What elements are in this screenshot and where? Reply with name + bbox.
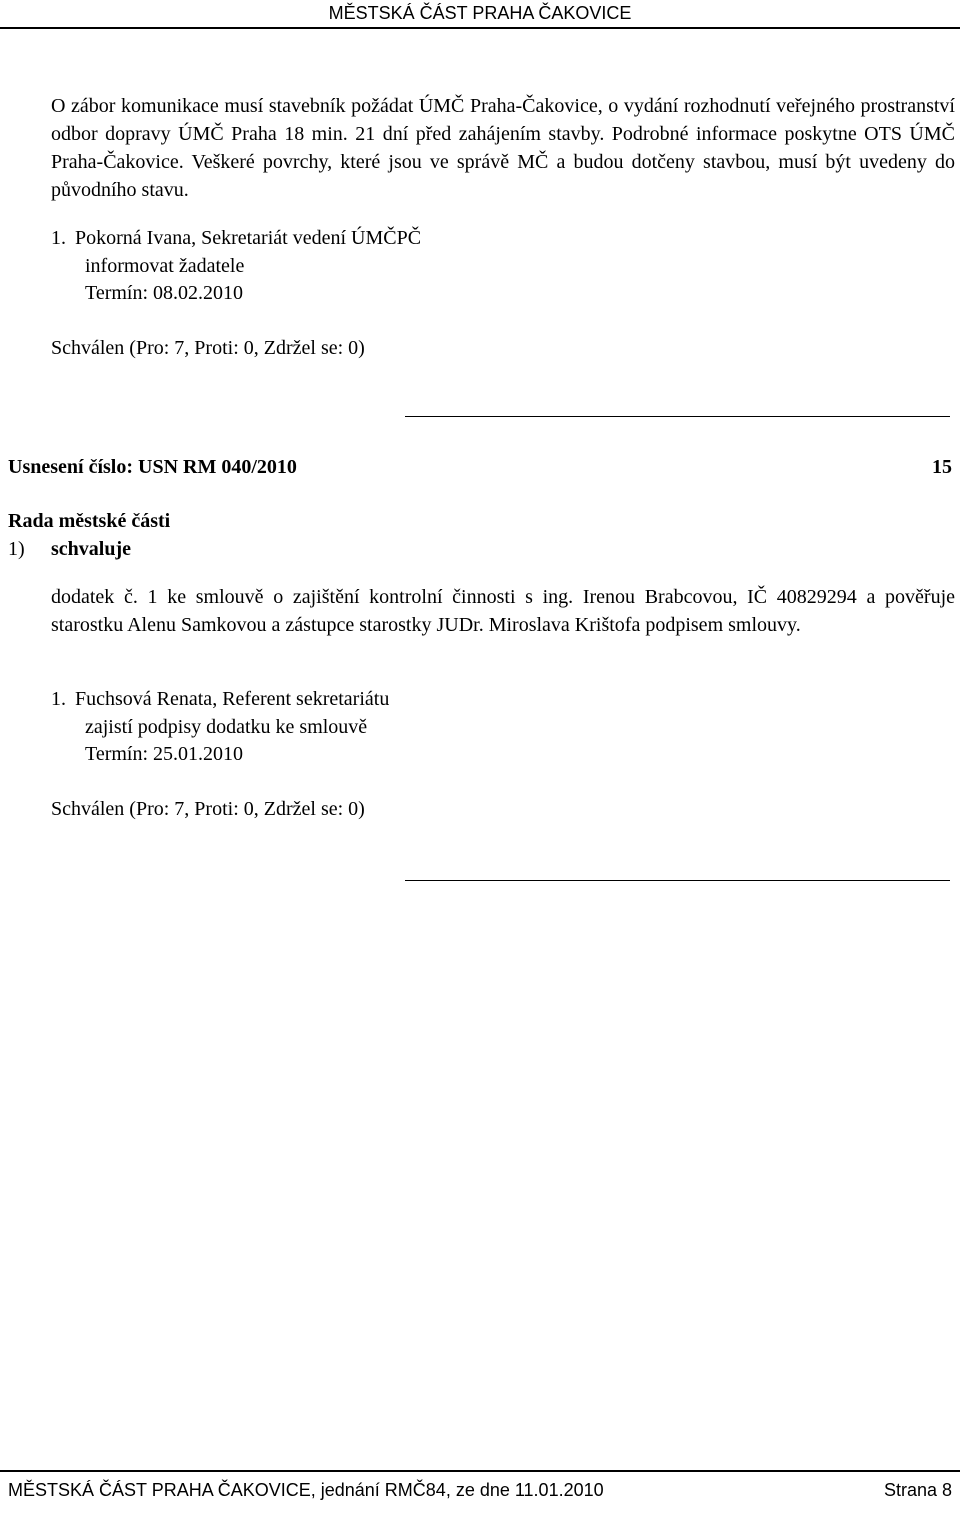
section-divider [405,880,950,881]
intro-task-action: informovat žadatele [85,255,245,277]
resolution-vote-result: Schválen (Pro: 7, Proti: 0, Zdržel se: 0) [51,798,365,820]
resolution-paragraph: dodatek č. 1 ke smlouvě o zajištění kontrolní činnosti s ing. Irenou Brabcovou, IČ 40829294 a pověřuje starostku Alenu Samkovou a zástupce starostky JUDr. Miroslava Krištofa podpisem smlouvy. [51,586,955,636]
resolution-task-number: 1. [51,688,66,710]
resolution-number: 15 [932,456,952,478]
footer-meeting-info: MĚSTSKÁ ČÁST PRAHA ČAKOVICE, jednání RMČ84, ze dne 11.01.2010 [8,1480,604,1500]
header-title: MĚSTSKÁ ČÁST PRAHA ČAKOVICE [328,3,632,23]
resolution-item-verb: schvaluje [51,538,131,560]
section-divider [405,416,950,417]
resolution-item-number: 1) [8,538,25,560]
page-header [0,0,960,29]
resolution-task-action: zajistí podpisy dodatku ke smlouvě [85,716,368,738]
resolution-heading: Usnesení číslo: USN RM 040/2010 [8,456,297,478]
intro-task-responsible: Pokorná Ivana, Sekretariát vedení ÚMČPČ [75,227,422,249]
page-footer [0,1470,960,1508]
resolution-task-deadline: Termín: 25.01.2010 [85,743,244,765]
intro-task-deadline: Termín: 08.02.2010 [85,282,244,304]
intro-vote-result: Schválen (Pro: 7, Proti: 0, Zdržel se: 0) [51,337,365,359]
intro-task-number: 1. [51,227,66,249]
resolution-task-responsible: Fuchsová Renata, Referent sekretariátu [75,688,390,710]
footer-page-number: Strana 8 [883,1480,952,1500]
intro-paragraph: O zábor komunikace musí stavebník požádat ÚMČ Praha-Čakovice, o vydání rozhodnutí veřejného prostranství odbor dopravy ÚMČ Praha 18 min. 21 dní před zahájením stavby. Podrobné informace poskytne OTS ÚMČ Praha-Čakovice. Veškeré povrchy, které jsou ve správě MČ a budou dotčeny stavbou, musí být uvedeny do původního stavu. [51,95,955,201]
resolution-body: Rada městské části [8,510,171,532]
